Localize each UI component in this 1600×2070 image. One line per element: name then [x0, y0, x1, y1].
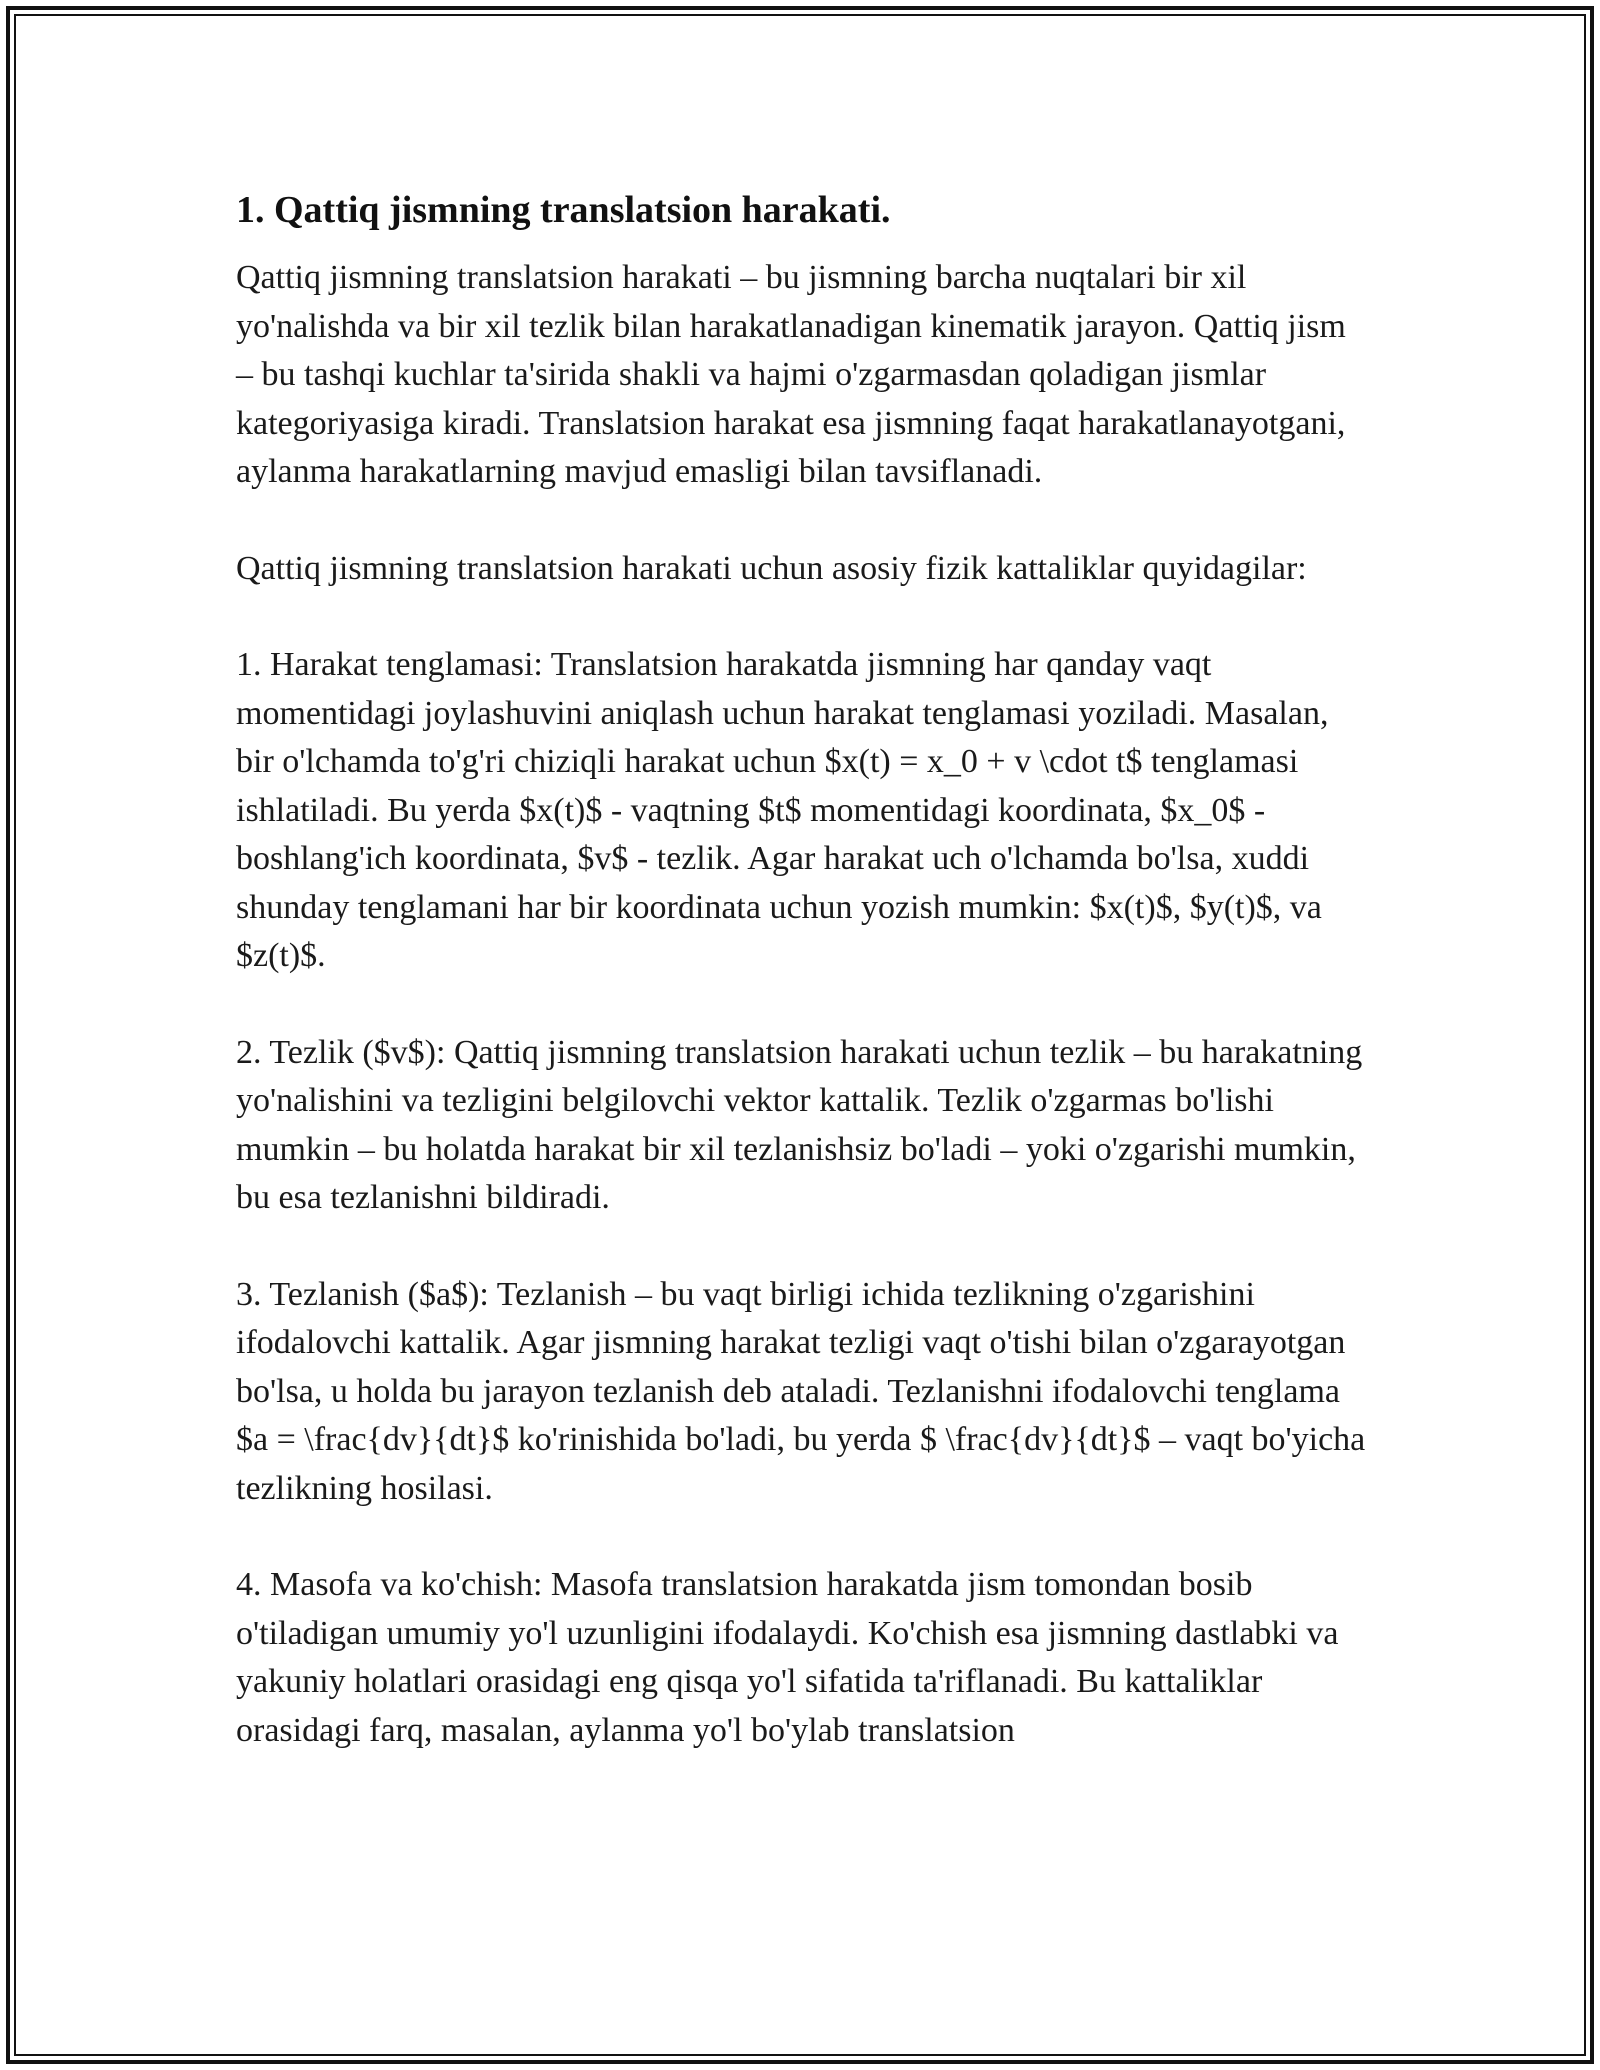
document-body — [236, 186, 1366, 1803]
paragraph-intro: Qattiq jismning translatsion harakati – bu jismning barcha nuqtalari bir xil yo'nalishda va bir xil tezlik bilan harakatlanadigan kinematik jarayon. Qattiq jism – bu tashqi kuchlar ta'sirida shakli va hajmi o'zgarmasdan qoladigan jismlar kategoriyasiga kiradi. Translatsion harakat esa jismning faqat harakatlanayotgani, aylanma harakatlarning mavjud emasligi bilan tavsiflanadi. — [236, 259, 1346, 490]
paragraph-quantities-intro: Qattiq jismning translatsion harakati uchun asosiy fizik kattaliklar quyidagilar: — [236, 549, 1307, 587]
section-title: 1. Qattiq jismning translatsion harakati. — [236, 189, 891, 231]
paragraph-equation-of-motion: 1. Harakat tenglamasi: Translatsion harakatda jismning har qanday vaqt momentidagi joylashuvini aniqlash uchun harakat tenglamasi yoziladi. Masalan, bir o'lchamda to'g'ri chiziqli harakat uchun $x(t) = x_0 + v \cdot t$ tenglamasi ishlatiladi. Bu yerda $x(t)$ - vaqtning $t$ momentidagi koordinata, $x_0$ - boshlang'ich koordinata, $v$ - tezlik. Agar harakat uch o'lchamda bo'lsa, xuddi shunday tenglamani har bir koordinata uchun yozish mumkin: $x(t)$, $y(t)$, va $z(t)$. — [236, 646, 1329, 974]
paragraph-acceleration: 3. Tezlanish ($a$): Tezlanish – bu vaqt birligi ichida tezlikning o'zgarishini ifodalovchi kattalik. Agar jismning harakat tezligi vaqt o'tishi bilan o'zgarayotgan bo'lsa, u holda bu jarayon tezlanish deb ataladi. Tezlanishni ifodalovchi tenglama $a = \frac{dv}{dt}$ ko'rinishida bo'ladi, bu yerda $ \frac{dv}{dt}$ – vaqt bo'yicha tezlikning hosilasi. — [236, 1275, 1366, 1507]
paragraph-distance-displacement: 4. Masofa va ko'chish: Masofa translatsion harakatda jism tomondan bosib o'tiladigan umumiy yo'l uzunligini ifodalaydi. Ko'chish esa jismning dastlabki va yakuniy holatlari orasidagi eng qisqa yo'l sifatida ta'riflanadi. Bu kattaliklar orasidagi farq, masalan, aylanma yo'l bo'ylab translatsion — [236, 1566, 1339, 1749]
paragraph-velocity: 2. Tezlik ($v$): Qattiq jismning translatsion harakati uchun tezlik – bu harakatning yo'nalishini va tezligini belgilovchi vektor kattalik. Tezlik o'zgarmas bo'lishi mumkin – bu holatda harakat bir xil tezlanishsiz bo'ladi – yoki o'zgarishi mumkin, bu esa tezlanishni bildiradi. — [236, 1033, 1363, 1216]
